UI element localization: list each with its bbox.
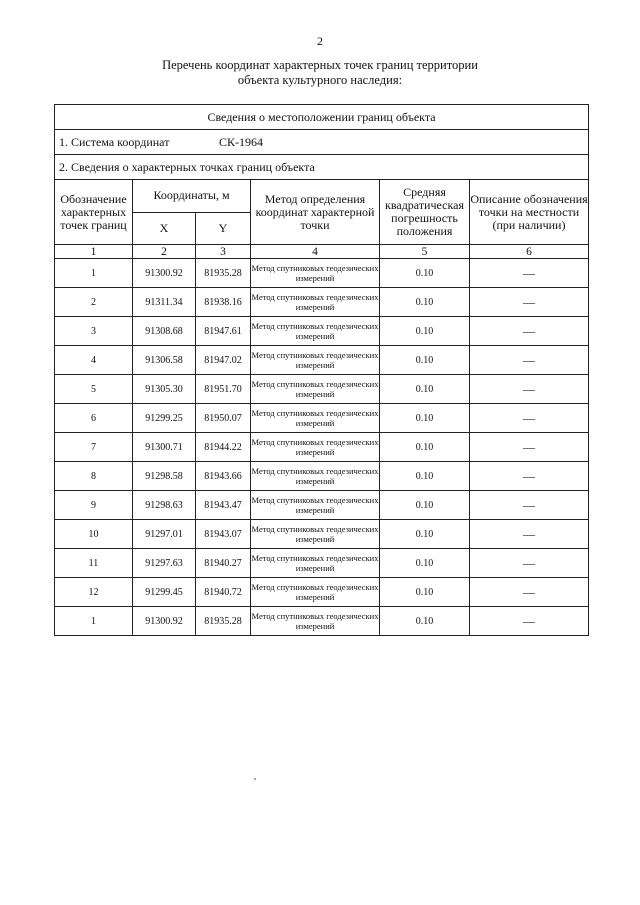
y-cell: 81950.07 [196,404,251,433]
error-cell: 0.10 [380,520,470,549]
point-cell: 4 [55,346,133,375]
y-cell: 81938.16 [196,288,251,317]
section-title: Сведения о местоположении границ объекта [55,105,589,130]
method-cell: Метод спутниковых геодезических измерений [251,317,380,346]
point-cell: 10 [55,520,133,549]
table-row [55,549,589,578]
column-number: 2 [133,245,196,259]
point-cell: 11 [55,549,133,578]
table-row [55,520,589,549]
description-cell: — [470,346,589,375]
x-cell: 91300.71 [133,433,196,462]
point-cell: 9 [55,491,133,520]
description-cell: — [470,288,589,317]
method-cell: Метод спутниковых геодезических измерений [251,491,380,520]
method-cell: Метод спутниковых геодезических измерений [251,520,380,549]
point-cell: 2 [55,288,133,317]
description-cell: — [470,433,589,462]
error-cell: 0.10 [380,607,470,636]
description-cell: — [470,317,589,346]
error-cell: 0.10 [380,491,470,520]
title-line-1: Перечень координат характерных точек границ территории [162,58,478,72]
column-number: 1 [55,245,133,259]
y-cell: 81947.02 [196,346,251,375]
error-cell: 0.10 [380,317,470,346]
description-cell: — [470,549,589,578]
point-cell: 3 [55,317,133,346]
y-cell: 81943.47 [196,491,251,520]
x-cell: 91298.63 [133,491,196,520]
x-cell: 91297.63 [133,549,196,578]
x-cell: 91299.25 [133,404,196,433]
error-cell: 0.10 [380,578,470,607]
y-cell: 81935.28 [196,607,251,636]
method-cell: Метод спутниковых геодезических измерений [251,346,380,375]
description-cell: — [470,520,589,549]
error-cell: 0.10 [380,288,470,317]
y-cell: 81940.72 [196,578,251,607]
description-cell: — [470,462,589,491]
table-row [55,288,589,317]
y-cell: 81943.66 [196,462,251,491]
x-cell: 91311.34 [133,288,196,317]
table-row [55,607,589,636]
scan-speck [254,778,256,780]
table-row [55,375,589,404]
method-cell: Метод спутниковых геодезических измерений [251,259,380,288]
method-cell: Метод спутниковых геодезических измерений [251,607,380,636]
coord-system-row [55,130,589,155]
y-cell: 81943.07 [196,520,251,549]
method-cell: Метод спутниковых геодезических измерений [251,433,380,462]
y-cell: 81940.27 [196,549,251,578]
table-row [55,404,589,433]
x-cell: 91300.92 [133,607,196,636]
point-cell: 8 [55,462,133,491]
page-number: 2 [317,34,323,48]
error-cell: 0.10 [380,404,470,433]
x-cell: 91297.01 [133,520,196,549]
error-cell: 0.10 [380,259,470,288]
method-cell: Метод спутниковых геодезических измерений [251,288,380,317]
description-cell: — [470,607,589,636]
x-cell: 91298.58 [133,462,196,491]
point-cell: 1 [55,259,133,288]
table-row [55,578,589,607]
error-cell: 0.10 [380,462,470,491]
point-cell: 5 [55,375,133,404]
title-line-2: объекта культурного наследия: [237,73,403,87]
method-cell: Метод спутниковых геодезических измерений [251,462,380,491]
y-cell: 81947.61 [196,317,251,346]
header-error: Средняя квадратическая погрешность положения [380,180,470,245]
description-cell: — [470,375,589,404]
coord-system-label: 1. Система координат [59,134,170,149]
error-cell: 0.10 [380,549,470,578]
header-coordinates: Координаты, м [133,180,251,213]
x-cell: 91305.30 [133,375,196,404]
column-number: 5 [380,245,470,259]
table-row [55,462,589,491]
method-cell: Метод спутниковых геодезических измерений [251,404,380,433]
header-method: Метод определения координат характерной точки [251,180,380,245]
header-x: X [133,212,196,245]
column-number: 6 [470,245,589,259]
header-y: Y [196,212,251,245]
description-cell: — [470,259,589,288]
points-title: 2. Сведения о характерных точках границ объекта [55,155,589,180]
error-cell: 0.10 [380,433,470,462]
column-number: 3 [196,245,251,259]
table-row [55,346,589,375]
coordinates-table [54,104,589,636]
table-row [55,259,589,288]
document-title [0,58,640,88]
point-cell: 6 [55,404,133,433]
x-cell: 91306.58 [133,346,196,375]
description-cell: — [470,491,589,520]
point-cell: 12 [55,578,133,607]
header-description: Описание обозначения точки на местности (при наличии) [470,180,589,245]
point-cell: 7 [55,433,133,462]
method-cell: Метод спутниковых геодезических измерений [251,578,380,607]
x-cell: 91299.45 [133,578,196,607]
method-cell: Метод спутниковых геодезических измерений [251,375,380,404]
column-number: 4 [251,245,380,259]
column-number-row [55,245,589,259]
y-cell: 81951.70 [196,375,251,404]
error-cell: 0.10 [380,346,470,375]
description-cell: — [470,404,589,433]
error-cell: 0.10 [380,375,470,404]
point-cell: 1 [55,607,133,636]
coord-system-value: СК-1964 [219,134,264,149]
y-cell: 81944.22 [196,433,251,462]
table-row [55,491,589,520]
header-designation: Обозначение характерных точек границ [55,180,133,245]
description-cell: — [470,578,589,607]
table-row [55,433,589,462]
x-cell: 91300.92 [133,259,196,288]
x-cell: 91308.68 [133,317,196,346]
method-cell: Метод спутниковых геодезических измерений [251,549,380,578]
y-cell: 81935.28 [196,259,251,288]
table-row [55,317,589,346]
